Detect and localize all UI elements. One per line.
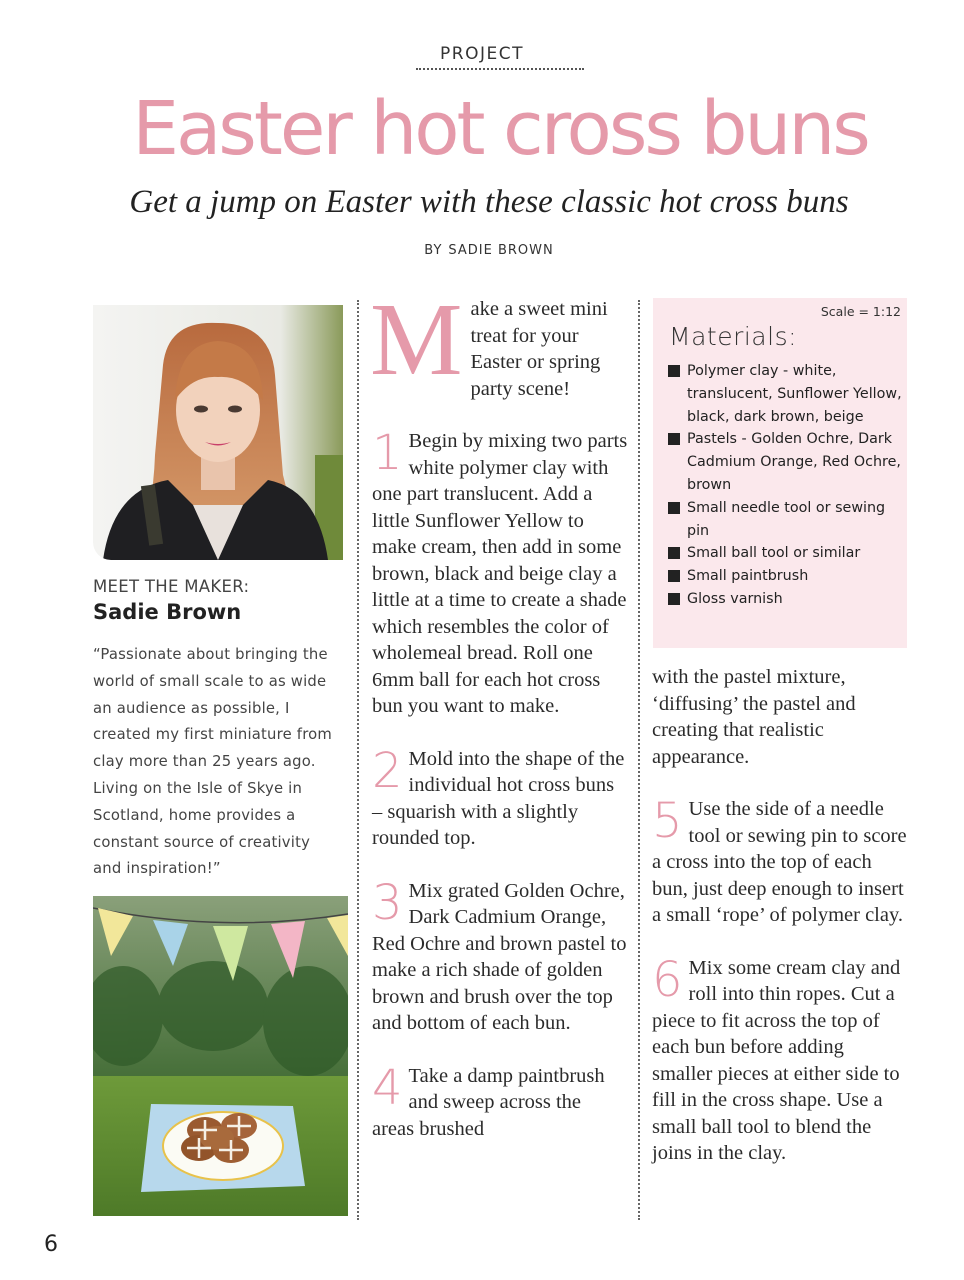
step-text: Mix grated Golden Ochre, Dark Cadmium Orange, Red Ochre and brown pastel to make a rich shade of golden brown and brush over the top and bottom of each bun. — [372, 879, 627, 1034]
kicker-underline — [416, 68, 584, 70]
materials-item: Small paintbrush — [668, 565, 903, 588]
step-number: 2 — [372, 742, 403, 799]
page-number: 6 — [44, 1232, 58, 1257]
step-number: 6 — [652, 951, 683, 1008]
step-text: Use the side of a needle tool or sewing pin to score a cross into the top of each bun, just deep enough to insert a small ‘rope’ of polymer clay. — [652, 798, 907, 926]
byline — [0, 243, 964, 258]
step-2 — [372, 742, 628, 852]
article-title: Easter hot cross buns — [132, 86, 868, 172]
step-number: 1 — [372, 425, 403, 481]
meet-the-maker-label: MEET THE MAKER: — [93, 577, 250, 596]
step-text: Take a damp paintbrush and sweep across the areas brushed — [372, 1064, 605, 1140]
step-1 — [372, 425, 628, 720]
byline-author: SADIE BROWN — [448, 243, 554, 258]
step-3 — [372, 874, 628, 1037]
step-text: Mix some cream clay and roll into thin ropes. Cut a piece to fit across the top of each bun before adding smaller pieces at either side to fill in the cross shape. Use a small ball tool to blend the joins in the clay. — [652, 956, 901, 1164]
section-kicker: PROJECT — [440, 44, 524, 64]
materials-item: Pastels - Golden Ochre, Dark Cadmium Orange, Red Ochre, brown — [668, 428, 903, 496]
materials-list — [668, 360, 903, 611]
step-5 — [652, 793, 908, 929]
materials-item: Polymer clay - white, translucent, Sunflower Yellow, black, dark brown, beige — [668, 360, 903, 428]
materials-item: Small needle tool or sewing pin — [668, 497, 903, 543]
materials-title: Materials: — [669, 322, 798, 351]
step-number: 3 — [372, 874, 403, 931]
maker-name: Sadie Brown — [93, 600, 242, 624]
maker-portrait-photo — [93, 305, 343, 560]
maker-quote: “Passionate about bringing the world of small scale to as wide an audience as possible, I created my first miniature from clay more than 25 years ago. Living on the Isle of Skye in Scotland, home provides a constant source of creativity and inspiration!” — [93, 646, 333, 878]
intro-text: ake a sweet mini treat for your Easter or spring party scene! — [470, 298, 608, 400]
column-divider-left — [357, 300, 359, 1220]
materials-item: Gloss varnish — [668, 588, 903, 611]
step-number: 4 — [372, 1059, 403, 1116]
hot-cross-buns-scene-photo — [93, 896, 348, 1216]
byline-prefix: BY — [424, 243, 443, 258]
step-4-continued: with the pastel mixture, ‘diffusing’ the pastel and creating that realistic appearance. — [652, 666, 856, 768]
scale-label: Scale = 1:12 — [820, 304, 901, 319]
intro-dropcap: M — [370, 282, 463, 397]
instructions-column-middle — [370, 282, 628, 1168]
step-number: 5 — [652, 793, 683, 849]
article-subtitle: Get a jump on Easter with these classic hot cross buns — [129, 184, 849, 220]
column-divider-right — [638, 300, 640, 1220]
step-4 — [372, 1059, 628, 1143]
step-text: Begin by mixing two parts white polymer clay with one part translucent. Add a little Sunflower Yellow to make cream, then add in some brown, black and beige clay a little at a time to create a shade which resembles the color of wholemeal bread. Roll one 6mm ball for each hot cross bun you want to make. — [372, 430, 628, 717]
materials-item: Small ball tool or similar — [668, 542, 903, 565]
intro-paragraph — [370, 282, 628, 402]
materials-box — [653, 298, 907, 648]
instructions-column-right — [652, 664, 908, 1193]
step-6 — [652, 951, 908, 1167]
step-text: Mold into the shape of the individual hot cross buns – squarish with a slightly rounded top. — [372, 747, 625, 849]
